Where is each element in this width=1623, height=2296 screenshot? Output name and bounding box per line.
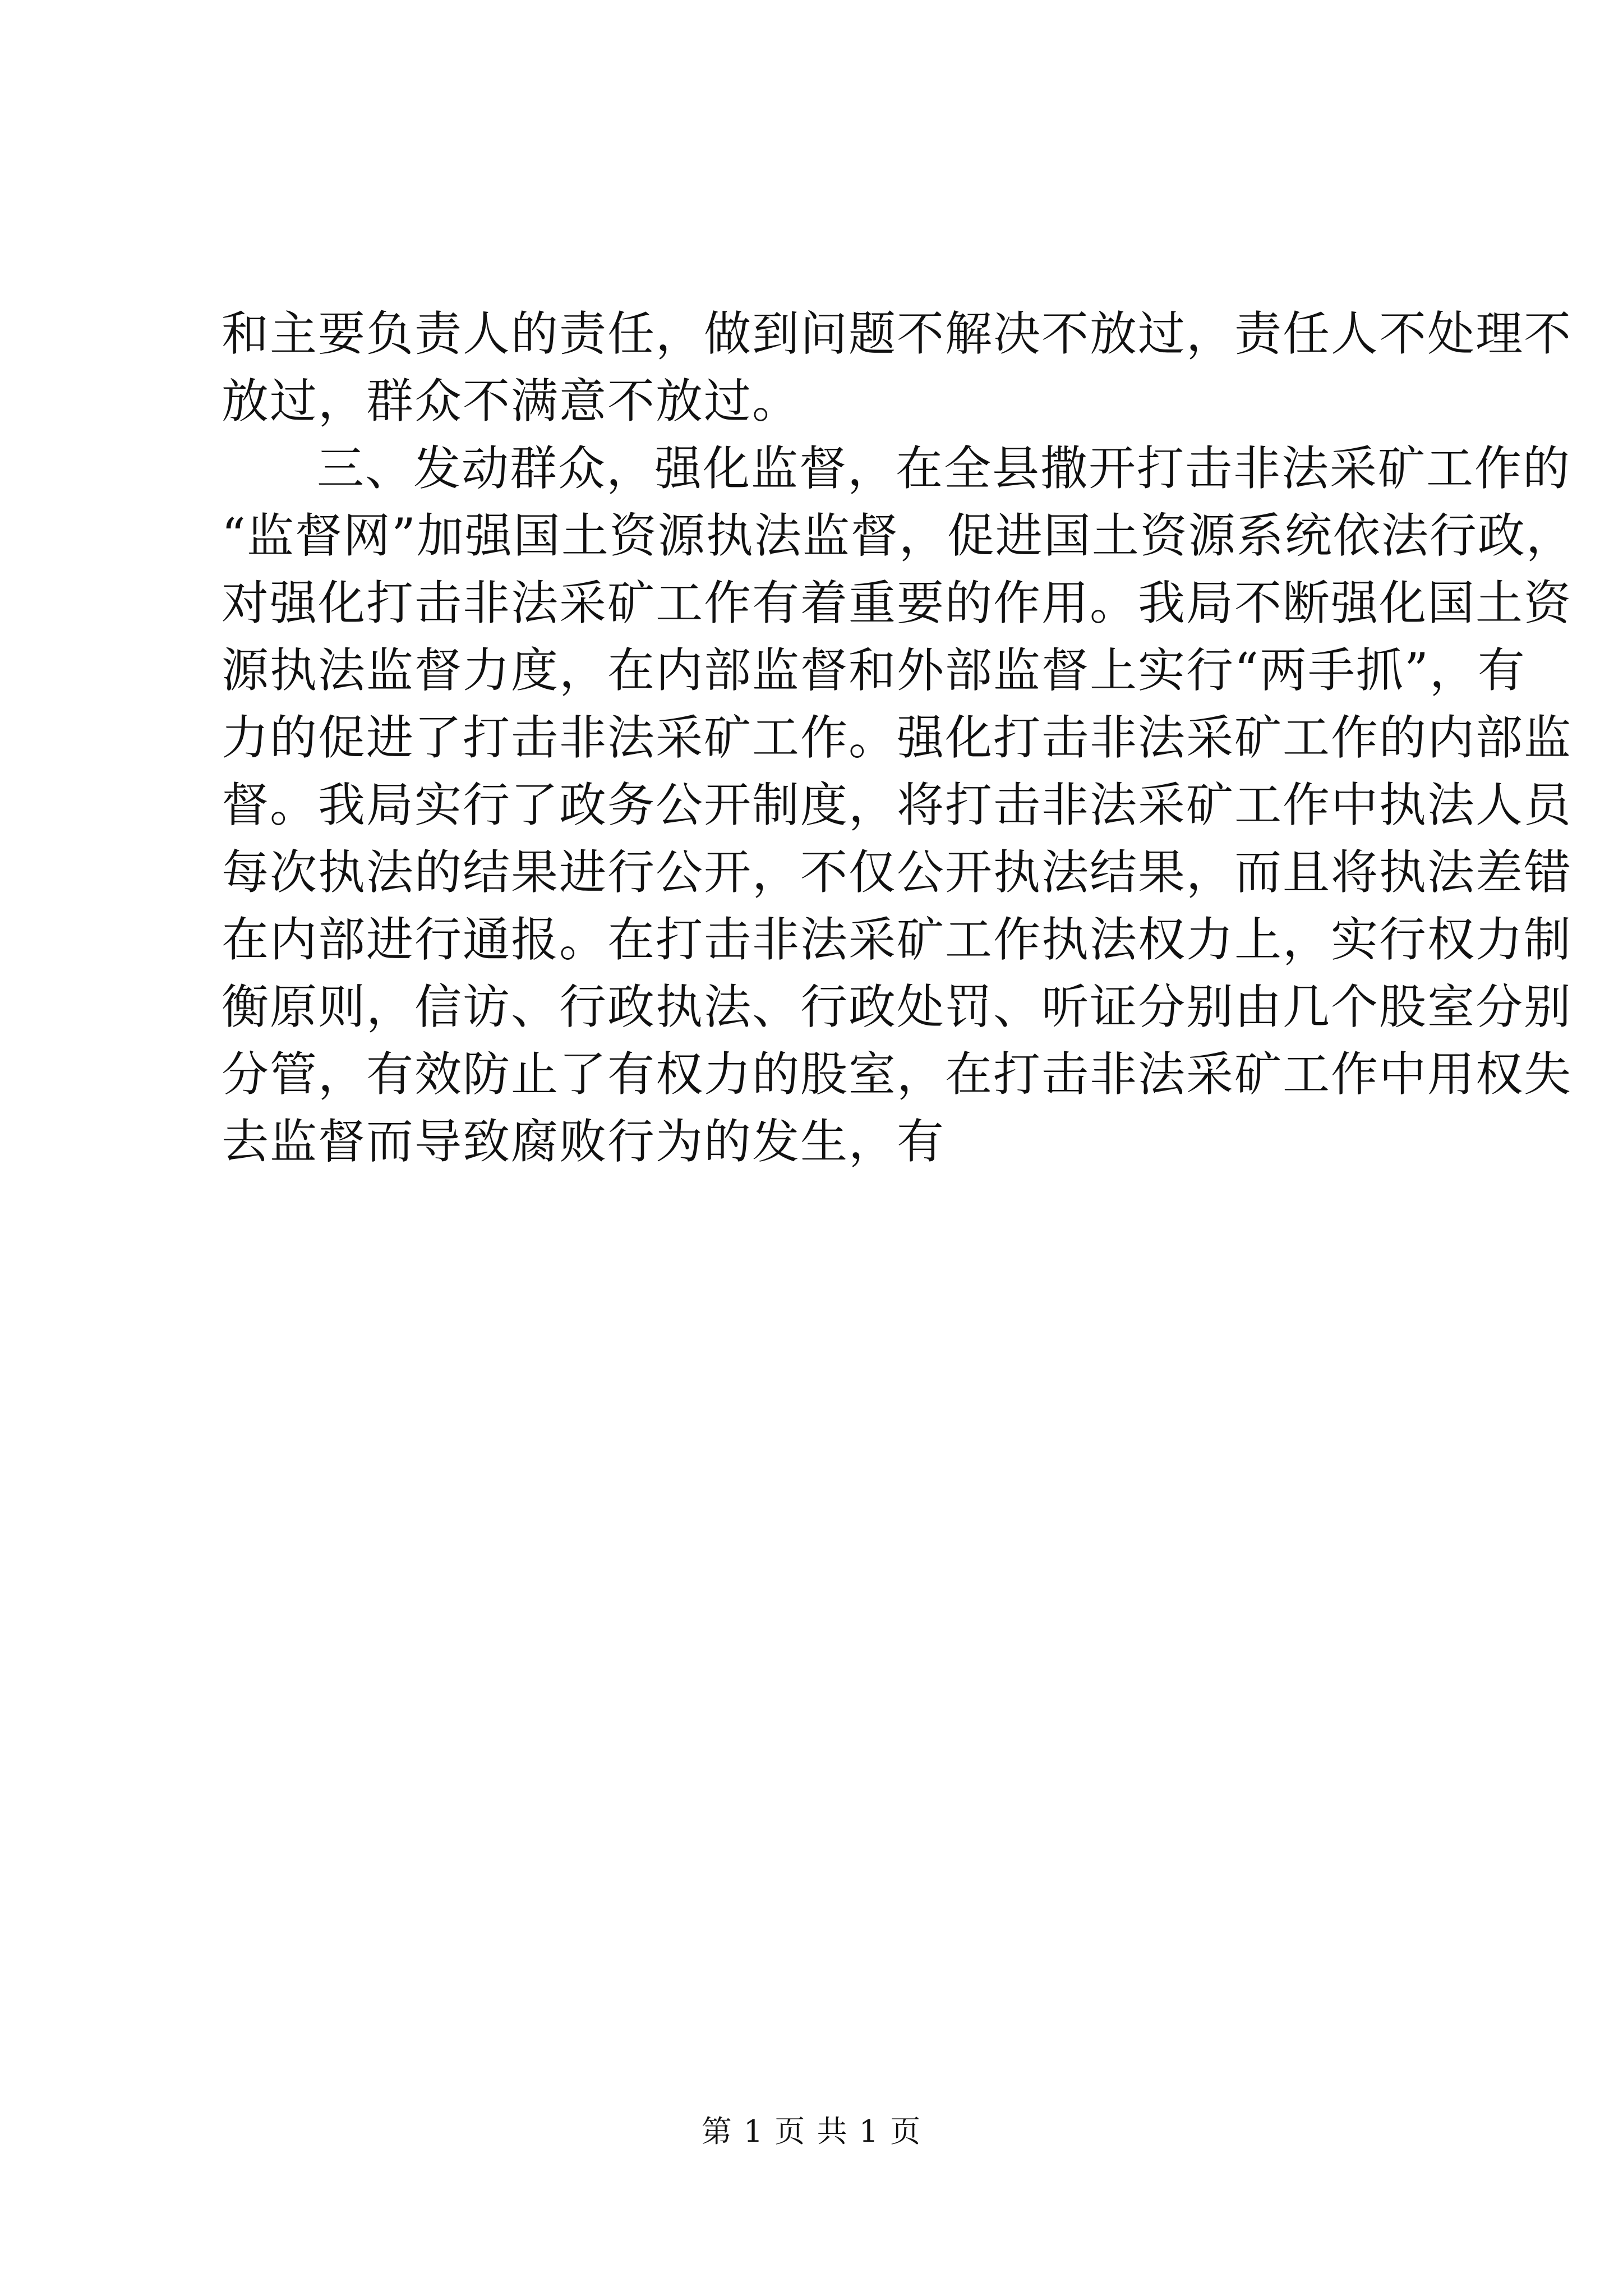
paragraph-2-line-7: 每次执法的结果进行公开，不仅公开执法结果，而且将执法差错 <box>222 845 1573 900</box>
paragraph-2-line-4: 源执法监督力度，在内部监督和外部监督上实行“两手抓”，有 <box>222 643 1526 698</box>
paragraph-2-line-9: 衡原则，信访、行政执法、行政处罚、听证分别由几个股室分别 <box>222 979 1573 1034</box>
paragraph-2-line-11: 去监督而导致腐败行为的发生，有 <box>222 1114 946 1169</box>
paragraph-2-line-8: 在内部进行通报。在打击非法采矿工作执法权力上，实行权力制 <box>222 912 1573 967</box>
paragraph-2-line-3: 对强化打击非法采矿工作有着重要的作用。我局不断强化国土资 <box>222 576 1573 631</box>
paragraph-1-line-2: 放过，群众不满意不放过。 <box>222 374 801 429</box>
body-text <box>222 300 1574 1175</box>
paragraph-2-line-6: 督。我局实行了政务公开制度，将打击非法采矿工作中执法人员 <box>222 777 1573 832</box>
paragraph-2-line-10: 分管，有效防止了有权力的股室，在打击非法采矿工作中用权失 <box>222 1047 1573 1102</box>
paragraph-2-line-2: “监督网”加强国土资源执法监督，促进国土资源系统依法行政， <box>222 508 1574 563</box>
paragraph-2-line-1: 三、发动群众，强化监督，在全县撒开打击非法采矿工作的 <box>317 441 1571 496</box>
paragraph-2-line-5: 力的促进了打击非法采矿工作。强化打击非法采矿工作的内部监 <box>222 710 1573 765</box>
paragraph-1-line-1: 和主要负责人的责任，做到问题不解决不放过，责任人不处理不 <box>222 306 1573 361</box>
page-footer: 第 1 页 共 1 页 <box>701 2114 922 2149</box>
